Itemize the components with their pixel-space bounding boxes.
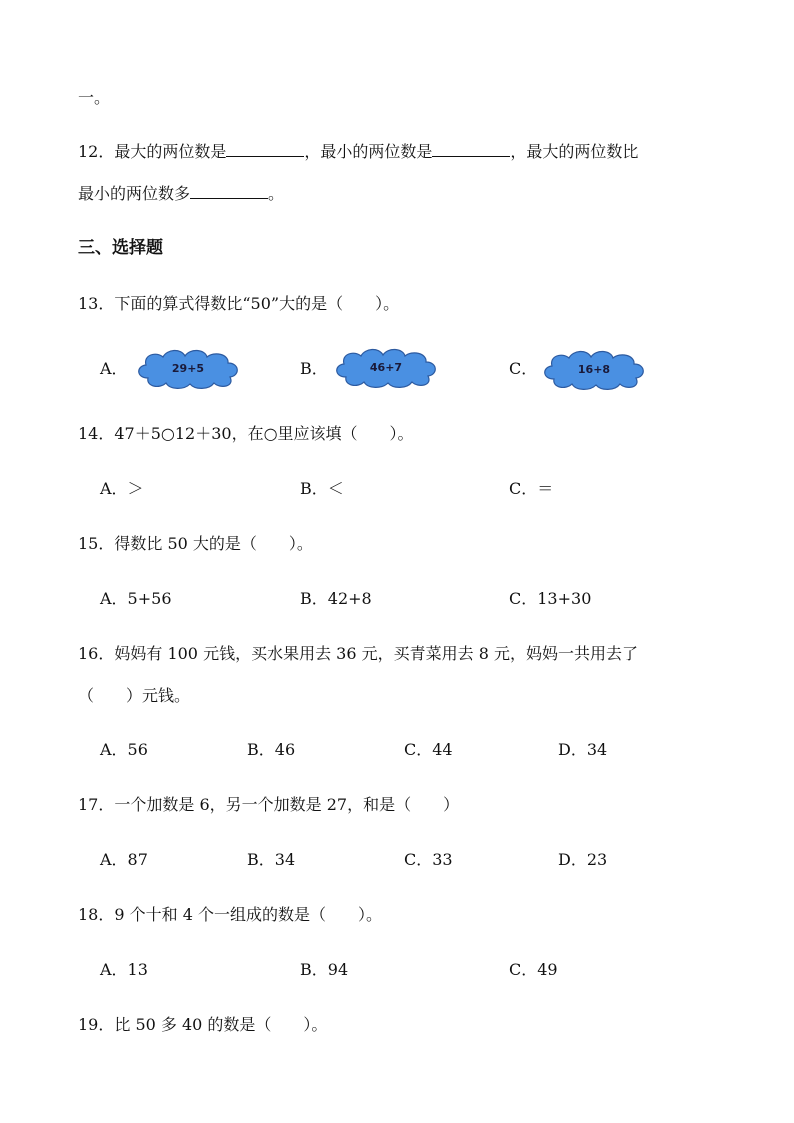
q17-option-c[interactable]: C．33 [404, 850, 453, 869]
q18-option-c[interactable]: C．49 [509, 960, 558, 979]
q12-text-d: 最小的两位数多 [78, 184, 191, 203]
q17-option-b[interactable]: B．34 [247, 850, 296, 869]
question-12-line-1 [78, 142, 638, 162]
q12-text-b: ，最小的两位数是 [304, 142, 433, 161]
question-16-line-2: （ ）元钱。 [78, 686, 191, 705]
q16-option-b[interactable]: B．46 [247, 740, 296, 759]
q16-option-d[interactable]: D．34 [558, 740, 608, 759]
q15-option-a[interactable]: A．5+56 [100, 589, 172, 608]
question-12-line-2 [78, 184, 284, 204]
q13-option-c-cloud[interactable] [540, 347, 648, 391]
question-13: 13．下面的算式得数比“50”大的是（ ）。 [78, 294, 400, 313]
q17-option-a[interactable]: A．87 [100, 850, 148, 869]
question-18: 18．9 个十和 4 个一组成的数是（ ）。 [78, 905, 382, 924]
q12-text-e: 。 [268, 184, 285, 203]
question-14: 14．47＋5○12＋30，在○里应该填（ ）。 [78, 424, 414, 443]
q12-text-a: 12．最大的两位数是 [78, 142, 227, 161]
q14-option-b[interactable]: B．＜ [300, 479, 344, 498]
q16-option-a[interactable]: A．56 [100, 740, 148, 759]
q13-option-b-cloud[interactable] [332, 345, 440, 389]
answer-blank[interactable] [226, 142, 304, 157]
section-heading: 三、选择题 [78, 238, 163, 258]
question-17: 17．一个加数是 6，另一个加数是 27，和是（ ） [78, 795, 460, 814]
question-19: 19．比 50 多 40 的数是（ ）。 [78, 1015, 328, 1034]
question-15: 15．得数比 50 大的是（ ）。 [78, 534, 313, 553]
q13-option-a-label: A． [100, 359, 128, 378]
q18-option-b[interactable]: B．94 [300, 960, 349, 979]
q17-option-d[interactable]: D．23 [558, 850, 608, 869]
answer-blank[interactable] [190, 184, 268, 199]
answer-blank[interactable] [432, 142, 510, 157]
q13-option-b-label: B． [300, 359, 328, 378]
q16-option-c[interactable]: C．44 [404, 740, 453, 759]
q15-option-c[interactable]: C．13+30 [509, 589, 592, 608]
question-16-line-1: 16．妈妈有 100 元钱，买水果用去 36 元，买青菜用去 8 元，妈妈一共用去了 [78, 644, 638, 663]
q13-option-a-cloud[interactable] [134, 346, 242, 390]
q12-text-c: ，最大的两位数比 [510, 142, 639, 161]
text-fragment: 一。 [78, 88, 111, 107]
q13-option-c-label: C． [509, 359, 538, 378]
q18-option-a[interactable]: A．13 [100, 960, 148, 979]
q13-option-b-expr: 46+7 [369, 360, 403, 374]
q13-option-a-expr: 29+5 [171, 361, 205, 375]
q14-option-c[interactable]: C．＝ [509, 479, 554, 498]
q15-option-b[interactable]: B．42+8 [300, 589, 372, 608]
q14-option-a[interactable]: A．＞ [100, 479, 144, 498]
q13-option-c-expr: 16+8 [577, 362, 611, 376]
